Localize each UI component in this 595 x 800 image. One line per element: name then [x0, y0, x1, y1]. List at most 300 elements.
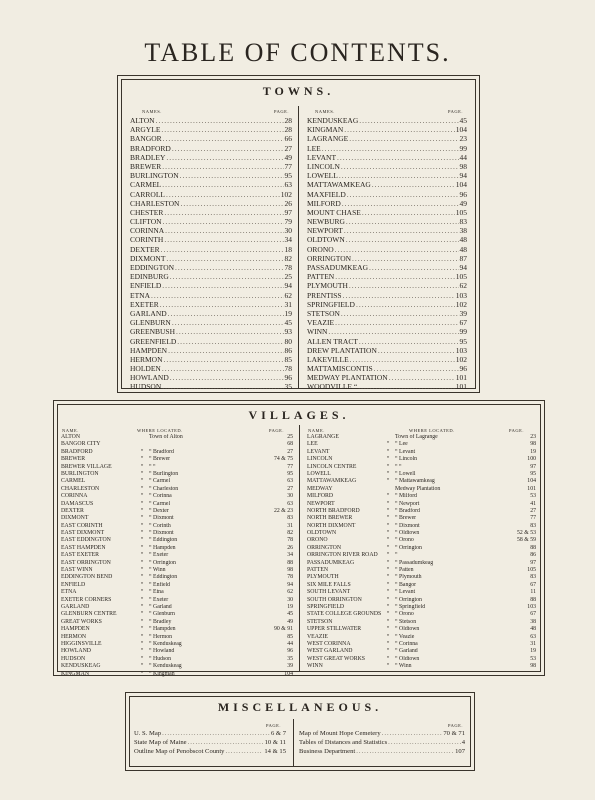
- dot-leader: [344, 226, 459, 235]
- village-page: 82: [287, 530, 293, 537]
- village-location: “ Kingman: [149, 670, 175, 677]
- town-row: [307, 309, 467, 318]
- dot-leader: [362, 208, 455, 217]
- misc-heading: MISCELLANEOUS.: [217, 700, 383, 714]
- village-page: 34: [287, 552, 293, 559]
- town-row: [307, 116, 467, 125]
- misc-col-page-left: PAGE.: [266, 723, 281, 728]
- town-row-page: 104: [455, 125, 467, 135]
- town-row-page: 101: [455, 382, 467, 392]
- village-row: [61, 656, 293, 663]
- dot-leader: [356, 300, 455, 309]
- village-name: DIXMONT: [61, 515, 89, 522]
- town-row-name: LOWELL: [307, 171, 338, 181]
- town-row-name: EDINBURG: [130, 272, 169, 282]
- village-ditto: “: [386, 537, 390, 544]
- village-ditto: “: [140, 626, 144, 633]
- village-location: “ Hampden: [149, 544, 176, 551]
- village-ditto: “: [140, 552, 144, 559]
- misc-left-column: [134, 730, 286, 756]
- town-row: [130, 125, 292, 134]
- town-row: [130, 309, 292, 318]
- town-row: [130, 171, 292, 180]
- town-row-name: BURLINGTON: [130, 171, 179, 181]
- town-row-name: WINN: [307, 327, 328, 337]
- village-page: 101: [527, 485, 536, 492]
- town-row-name: ALLEN TRACT: [307, 336, 358, 346]
- village-name: DEXTER: [61, 507, 84, 514]
- town-row: [307, 208, 467, 217]
- village-location: “ Springfield: [395, 603, 426, 610]
- village-page: 30: [287, 596, 293, 603]
- village-location: “: [395, 552, 398, 559]
- village-name: ORRINGTON RIVER ROAD: [307, 552, 378, 559]
- village-row: [307, 626, 536, 633]
- village-page: 77: [287, 463, 293, 470]
- town-row-name: BREWER: [130, 161, 162, 171]
- town-row: [130, 190, 292, 199]
- village-location: “ Lowell: [395, 470, 416, 477]
- village-location: “ Lee: [395, 441, 408, 448]
- village-location: “ Hampden: [149, 626, 176, 633]
- villages-left-column: [61, 434, 293, 678]
- town-row-name: ORONO: [307, 244, 334, 254]
- town-row-page: 96: [459, 189, 467, 199]
- town-row: [307, 281, 467, 290]
- town-row-page: 102: [455, 299, 467, 309]
- town-row-name: WOODVILLE “: [307, 382, 358, 392]
- dot-leader: [162, 281, 283, 290]
- village-row: [61, 648, 293, 655]
- town-row: [130, 300, 292, 309]
- town-row: [307, 180, 467, 189]
- village-page: 98: [287, 567, 293, 574]
- town-row-page: 35: [284, 382, 292, 392]
- dot-leader: [176, 327, 283, 336]
- town-row: [307, 291, 467, 300]
- villages-col-loc-right: WHERE LOCATED.: [409, 428, 455, 433]
- towns-col-name-right: NAMES.: [315, 109, 335, 114]
- town-row: [130, 291, 292, 300]
- villages-column-divider: [299, 425, 300, 671]
- town-row-page: 94: [284, 281, 292, 291]
- dot-leader: [349, 281, 459, 290]
- town-row: [307, 144, 467, 153]
- village-location: “ Glenburn: [149, 611, 175, 618]
- dot-leader: [335, 318, 458, 327]
- towns-col-page-right: PAGE.: [448, 109, 463, 114]
- village-location: “ Exeter: [149, 596, 169, 603]
- village-page: 19: [530, 648, 536, 655]
- town-row-page: 45: [459, 116, 467, 125]
- misc-row-name: Tables of Distances and Statistics: [299, 738, 388, 746]
- village-location: “ Burlington: [149, 470, 179, 477]
- town-row: [130, 263, 292, 272]
- town-row-name: DIXMONT: [130, 253, 166, 263]
- town-row-name: GREENFIELD: [130, 336, 177, 346]
- village-page: 63: [287, 478, 293, 485]
- town-row-page: 105: [455, 207, 467, 217]
- town-row: [130, 226, 292, 235]
- village-row: [61, 634, 293, 641]
- town-row-name: ETNA: [130, 290, 150, 300]
- village-row: [307, 545, 536, 552]
- village-row: [61, 641, 293, 648]
- village-location: Medway Plantation: [395, 485, 441, 492]
- town-row-name: MATTAMISCONTIS: [307, 364, 373, 374]
- village-location: “ Bradley: [149, 618, 172, 625]
- village-ditto: “: [140, 493, 144, 500]
- village-name: OLDTOWN: [307, 530, 337, 537]
- village-name: EAST ORRINGTON: [61, 559, 111, 566]
- town-row: [307, 272, 467, 281]
- dot-leader: [369, 263, 459, 272]
- village-ditto: “: [140, 574, 144, 581]
- town-row-name: PATTEN: [307, 272, 335, 282]
- village-row: [61, 478, 293, 485]
- village-row: [61, 597, 293, 604]
- village-name: STETSON: [307, 618, 333, 625]
- misc-row-page: 70 & 71: [443, 730, 465, 737]
- village-row: [307, 449, 536, 456]
- dot-leader: [346, 217, 459, 226]
- villages-section: [53, 400, 545, 676]
- village-name: EDDINGTON BEND: [61, 574, 113, 581]
- village-row: [307, 471, 536, 478]
- village-ditto: “: [386, 522, 390, 529]
- town-row-name: ARGYLE: [130, 125, 161, 135]
- village-page: 67: [530, 581, 536, 588]
- village-page: 26: [287, 544, 293, 551]
- dot-leader: [162, 180, 283, 189]
- town-row-page: 94: [459, 171, 467, 181]
- village-row: [61, 560, 293, 567]
- village-row: [61, 501, 293, 508]
- dot-leader: [163, 134, 284, 143]
- village-page: 19: [287, 603, 293, 610]
- town-row: [130, 281, 292, 290]
- town-row-name: BANGOR: [130, 134, 162, 144]
- village-ditto: “: [386, 618, 390, 625]
- village-page: 88: [530, 596, 536, 603]
- village-location: “ Carmel: [149, 500, 171, 507]
- dot-leader: [163, 217, 284, 226]
- town-row-page: 95: [459, 336, 467, 346]
- village-name: HAMPDEN: [61, 626, 90, 633]
- village-location: “ Oldtown: [395, 655, 420, 662]
- dot-leader: [165, 226, 283, 235]
- village-row: [307, 619, 536, 626]
- town-row-name: DREW PLANTATION: [307, 345, 377, 355]
- dot-leader: [389, 373, 455, 382]
- town-row-name: OLDTOWN: [307, 235, 345, 245]
- misc-row: [299, 739, 465, 748]
- town-row: [307, 235, 467, 244]
- village-location: “ Patten: [395, 567, 414, 574]
- village-page: 103: [527, 603, 536, 610]
- village-ditto: “: [386, 470, 390, 477]
- town-row-name: EXETER: [130, 299, 159, 309]
- village-name: BURLINGTON: [61, 470, 99, 477]
- village-ditto: “: [140, 603, 144, 610]
- town-row-name: DEXTER: [130, 244, 160, 254]
- village-ditto: “: [386, 574, 390, 581]
- town-row-name: LEVANT: [307, 152, 337, 162]
- village-ditto: “: [140, 500, 144, 507]
- town-row: [307, 254, 467, 263]
- village-name: MILFORD: [307, 493, 334, 500]
- town-row: [130, 116, 292, 125]
- village-row: [61, 486, 293, 493]
- village-name: WINN: [307, 663, 323, 670]
- dot-leader: [341, 309, 459, 318]
- village-name: WEST GREAT WORKS: [307, 655, 365, 662]
- village-page: 45: [287, 611, 293, 618]
- dot-leader: [156, 116, 284, 125]
- village-row: [307, 597, 536, 604]
- village-page: 63: [287, 500, 293, 507]
- town-row-name: LEE: [307, 143, 321, 153]
- village-page: 23: [530, 434, 536, 440]
- town-row: [130, 235, 292, 244]
- village-ditto: “: [386, 567, 390, 574]
- misc-row: [134, 739, 286, 748]
- town-row-page: 80: [284, 336, 292, 346]
- town-row-name: CHESTER: [130, 207, 164, 217]
- dot-leader: [162, 364, 284, 373]
- dot-leader: [180, 171, 284, 180]
- town-row-page: 96: [284, 373, 292, 383]
- town-row-name: KINGMAN: [307, 125, 344, 135]
- village-page: 48: [530, 626, 536, 633]
- village-row: [307, 515, 536, 522]
- town-row-page: 23: [459, 134, 467, 144]
- village-page: 30: [287, 493, 293, 500]
- village-location: “ Lincoln: [395, 456, 418, 463]
- village-location: “ Carmel: [149, 478, 171, 485]
- village-location: “ Bradford: [395, 507, 420, 514]
- dot-leader: [180, 199, 283, 208]
- village-location: “ Enfield: [149, 581, 171, 588]
- dot-leader: [162, 382, 283, 391]
- town-row-page: 18: [284, 244, 292, 254]
- village-row: [61, 530, 293, 537]
- village-page: 52 & 53: [516, 530, 536, 537]
- town-row-page: 105: [455, 272, 467, 282]
- village-location: “ Passadumkeag: [395, 559, 434, 566]
- village-row: [61, 449, 293, 456]
- village-page: 88: [530, 544, 536, 551]
- village-name: MATTAWAMKEAG: [307, 478, 357, 485]
- town-row-name: HERMON: [130, 354, 163, 364]
- village-ditto: “: [140, 559, 144, 566]
- village-ditto: “: [386, 655, 390, 662]
- village-row: [307, 464, 536, 471]
- village-page: 44: [287, 640, 293, 647]
- village-name: EAST EXETER: [61, 552, 100, 559]
- misc-row: [299, 730, 465, 739]
- dot-leader: [358, 382, 455, 391]
- village-name: HOWLAND: [61, 648, 91, 655]
- village-location: “ Mattawamkeag: [395, 478, 435, 485]
- town-row-page: 95: [284, 171, 292, 181]
- town-row-page: 87: [459, 253, 467, 263]
- dot-leader: [350, 355, 455, 364]
- village-location: “ Veazie: [395, 633, 415, 640]
- village-name: NEWPORT: [307, 500, 335, 507]
- village-ditto: “: [140, 581, 144, 588]
- dot-leader: [164, 208, 283, 217]
- village-page: 11: [530, 589, 536, 596]
- dot-leader: [344, 125, 455, 134]
- village-row: [307, 441, 536, 448]
- village-location: “ Corinna: [149, 493, 172, 500]
- village-row: [307, 648, 536, 655]
- village-name: GLENBURN CENTRE: [61, 611, 117, 618]
- town-row-page: 63: [284, 180, 292, 190]
- village-name: GREAT WORKS: [61, 618, 102, 625]
- villages-col-page-left: PAGE.: [269, 428, 284, 433]
- village-page: 31: [530, 640, 536, 647]
- village-location: “ Kenduskeag: [149, 640, 182, 647]
- town-row-name: GLENBURN: [130, 318, 171, 328]
- village-name: ETNA: [61, 589, 77, 596]
- village-ditto: “: [140, 655, 144, 662]
- village-location: “ Oldtown: [395, 626, 420, 633]
- village-name: BANGOR CITY: [61, 441, 101, 448]
- village-name: ORRINGTON: [307, 544, 342, 551]
- village-name: ENFIELD: [61, 581, 86, 588]
- town-row: [130, 208, 292, 217]
- dot-leader: [352, 254, 458, 263]
- town-row-name: GARLAND: [130, 308, 167, 318]
- village-ditto: “: [386, 559, 390, 566]
- town-row-name: HUDSON: [130, 382, 162, 392]
- page-title: TABLE OF CONTENTS.: [144, 38, 451, 67]
- town-row: [307, 300, 467, 309]
- town-row: [130, 373, 292, 382]
- village-location: “ Hermon: [149, 633, 173, 640]
- towns-section: [117, 75, 480, 393]
- dot-leader: [170, 373, 284, 382]
- village-ditto: “: [140, 530, 144, 537]
- village-name: ORONO: [307, 537, 328, 544]
- town-row-name: BRADFORD: [130, 143, 171, 153]
- village-page: 88: [287, 559, 293, 566]
- village-ditto: “: [140, 567, 144, 574]
- town-row: [307, 337, 467, 346]
- village-row: [307, 641, 536, 648]
- villages-heading: VILLAGES.: [248, 408, 350, 422]
- town-row-name: LAGRANGE: [307, 134, 349, 144]
- village-name: EAST DIXMONT: [61, 530, 105, 537]
- village-page: 94: [287, 581, 293, 588]
- village-page: 67: [530, 611, 536, 618]
- village-location: “ Hudson: [149, 655, 172, 662]
- village-ditto: “: [386, 456, 390, 463]
- village-name: EXETER CORNERS: [61, 596, 112, 603]
- town-row-name: ENFIELD: [130, 281, 162, 291]
- misc-row-name: State Map of Maine: [134, 738, 187, 746]
- villages-col-name-right: NAME.: [308, 428, 325, 433]
- village-row: [307, 478, 536, 485]
- village-page: 35: [287, 655, 293, 662]
- town-row: [307, 245, 467, 254]
- village-name: EAST WINN: [61, 567, 93, 574]
- village-name: PASSADUMKEAG: [307, 559, 355, 566]
- dot-leader: [166, 190, 280, 199]
- misc-row-page: 6 & 7: [270, 730, 286, 737]
- town-row-page: 66: [284, 134, 292, 144]
- village-row: [307, 501, 536, 508]
- village-location: “ Newport: [395, 500, 420, 507]
- village-page: 105: [527, 567, 536, 574]
- towns-col-page-left: PAGE.: [274, 109, 289, 114]
- village-row: [61, 626, 293, 633]
- town-row: [307, 226, 467, 235]
- town-row-page: 26: [284, 198, 292, 208]
- village-name: NORTH BREWER: [307, 515, 353, 522]
- village-ditto: “: [386, 515, 390, 522]
- town-row-page: 25: [284, 272, 292, 282]
- town-row-page: 44: [459, 152, 467, 162]
- village-page: 38: [530, 618, 536, 625]
- towns-col-name-left: NAMES.: [142, 109, 162, 114]
- towns-right-column: [307, 116, 467, 392]
- village-page: 53: [530, 655, 536, 662]
- village-location: “ Dixmont: [395, 522, 420, 529]
- town-row-name: SPRINGFIELD: [307, 299, 355, 309]
- village-row: [307, 611, 536, 618]
- village-ditto: “: [386, 581, 390, 588]
- dot-leader: [172, 144, 284, 153]
- village-ditto: “: [140, 448, 144, 455]
- village-row: [61, 567, 293, 574]
- villages-col-page-right: PAGE.: [509, 428, 524, 433]
- village-name: BREWER: [61, 456, 86, 463]
- village-location: “ Orrington: [149, 559, 176, 566]
- dot-leader: [188, 739, 264, 748]
- village-row: [61, 471, 293, 478]
- town-row-page: 28: [284, 125, 292, 135]
- town-row-name: ALTON: [130, 116, 155, 125]
- town-row-name: KENDUSKEAG: [307, 116, 359, 125]
- village-row: [307, 634, 536, 641]
- town-row-page: 102: [455, 354, 467, 364]
- town-row-name: NEWBURG: [307, 217, 345, 227]
- town-row-name: LAKEVILLE: [307, 354, 349, 364]
- village-location: “ “: [395, 463, 402, 470]
- town-row: [307, 364, 467, 373]
- village-page: 95: [530, 470, 536, 477]
- village-ditto: “: [140, 611, 144, 618]
- town-row-name: CLIFTON: [130, 217, 162, 227]
- dot-leader: [161, 125, 283, 134]
- village-ditto: “: [140, 470, 144, 477]
- town-row-page: 99: [459, 143, 467, 153]
- villages-col-name-left: NAME.: [62, 428, 79, 433]
- misc-row-name: Outline Map of Penobscot County: [134, 747, 225, 755]
- town-row: [307, 373, 467, 382]
- town-row-name: LINCOLN: [307, 161, 340, 171]
- village-row: [307, 530, 536, 537]
- dot-leader: [388, 739, 461, 748]
- village-page: 83: [530, 522, 536, 529]
- village-name: GARLAND: [61, 603, 90, 610]
- village-ditto: “: [386, 530, 390, 537]
- village-row: [61, 545, 293, 552]
- town-row-page: 27: [284, 143, 292, 153]
